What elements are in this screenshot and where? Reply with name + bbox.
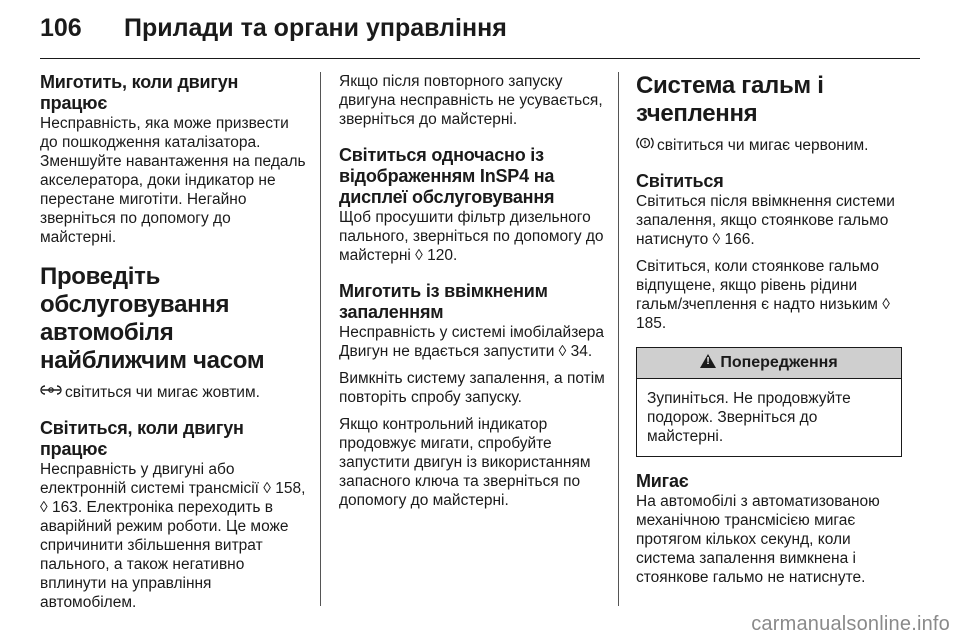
heading-lit-running: Світиться, коли двигун працює — [40, 418, 244, 459]
text-lit-1: Світиться після ввімкнення системи запалення, якщо стоянкове гальмо натиснуто ◊ 166. — [636, 193, 895, 248]
warning-body: Зупиніться. Не продовжуйте подорож. Зверніться до майстерні. — [647, 390, 851, 445]
text-ignition-blink-3: Якщо контрольний індикатор продовжує мигати, спробуйте запустити двигун із використанням запасного ключа та зверніться по допомогу до майстерні. — [339, 416, 591, 509]
text-service — [40, 383, 310, 402]
page-number: 106 — [40, 14, 82, 42]
service-text: світиться чи мигає жовтим. — [65, 384, 260, 401]
brake-text: світиться чи мигає червоним. — [657, 137, 869, 154]
heading-lit: Світиться — [636, 171, 724, 191]
text-insp4: Щоб просушити фільтр дизельного пального, зверніться по допомогу до майстерні ◊ 120. — [339, 209, 604, 264]
text-lit-running: Несправність у двигуні або електронній системі трансмісії ◊ 158, ◊ 163. Електроніка переходить в аварійний режим роботи. Це може спричинити збільшення витрат пального, а також негативно вплинути на управління автомобілем. — [40, 461, 306, 611]
column-1 — [40, 72, 310, 612]
heading-flash: Мигає — [636, 471, 689, 491]
text-ignition-blink-2: Вимкніть систему запалення, а потім повторіть спробу запуску. — [339, 370, 605, 406]
column-2 — [339, 72, 609, 510]
heading-ignition-blink: Миготить із ввімкненим запаленням — [339, 281, 548, 322]
header-divider — [40, 58, 920, 59]
text-blink-running: Несправність, яка може призвести до пошкодження каталізатора. Зменшуйте навантаження на педаль акселератора, доки індикатор не перестане миготіти. Негайно зверніться по допомогу до майстерні. — [40, 115, 306, 246]
heading-blink-running: Миготить, коли двигун працює — [40, 72, 239, 113]
text-repeat-start: Якщо після повторного запуску двигуна несправність не усувається, зверніться до майстерні. — [339, 73, 603, 128]
text-flash: На автомобілі з автоматизованою механічною трансмісією мигає протягом кількох секунд, коли система запалення вимкнена і стоянкове гальмо не натиснуте. — [636, 493, 880, 586]
column-3 — [636, 72, 902, 587]
warning-header — [637, 348, 901, 379]
page-title: Прилади та органи управління — [124, 14, 507, 42]
watermark: carmanualsonline.info — [751, 613, 950, 635]
page-header — [40, 14, 507, 48]
column-divider-1 — [320, 72, 321, 606]
warning-title: Попередження — [720, 354, 838, 371]
brake-icon — [636, 136, 654, 155]
text-brake-system — [636, 136, 902, 155]
wrench-icon — [40, 383, 62, 402]
warning-box — [636, 347, 902, 457]
text-ignition-blink-1: Несправність у системі імобілайзера Двигун не вдається запустити ◊ 34. — [339, 324, 604, 360]
heading-brake-system: Система гальм і зчеплення — [636, 72, 824, 127]
heading-service: Проведіть обслуговування автомобіля найближчим часом — [40, 263, 265, 374]
heading-insp4: Світиться одночасно із відображенням InSP4 на дисплеї обслуговування — [339, 145, 555, 207]
text-lit-2: Світиться, коли стоянкове гальмо відпущене, якщо рівень рідини гальм/зчеплення є надто низьким ◊ 185. — [636, 258, 890, 332]
column-divider-2 — [618, 72, 619, 606]
warning-icon — [700, 354, 716, 368]
